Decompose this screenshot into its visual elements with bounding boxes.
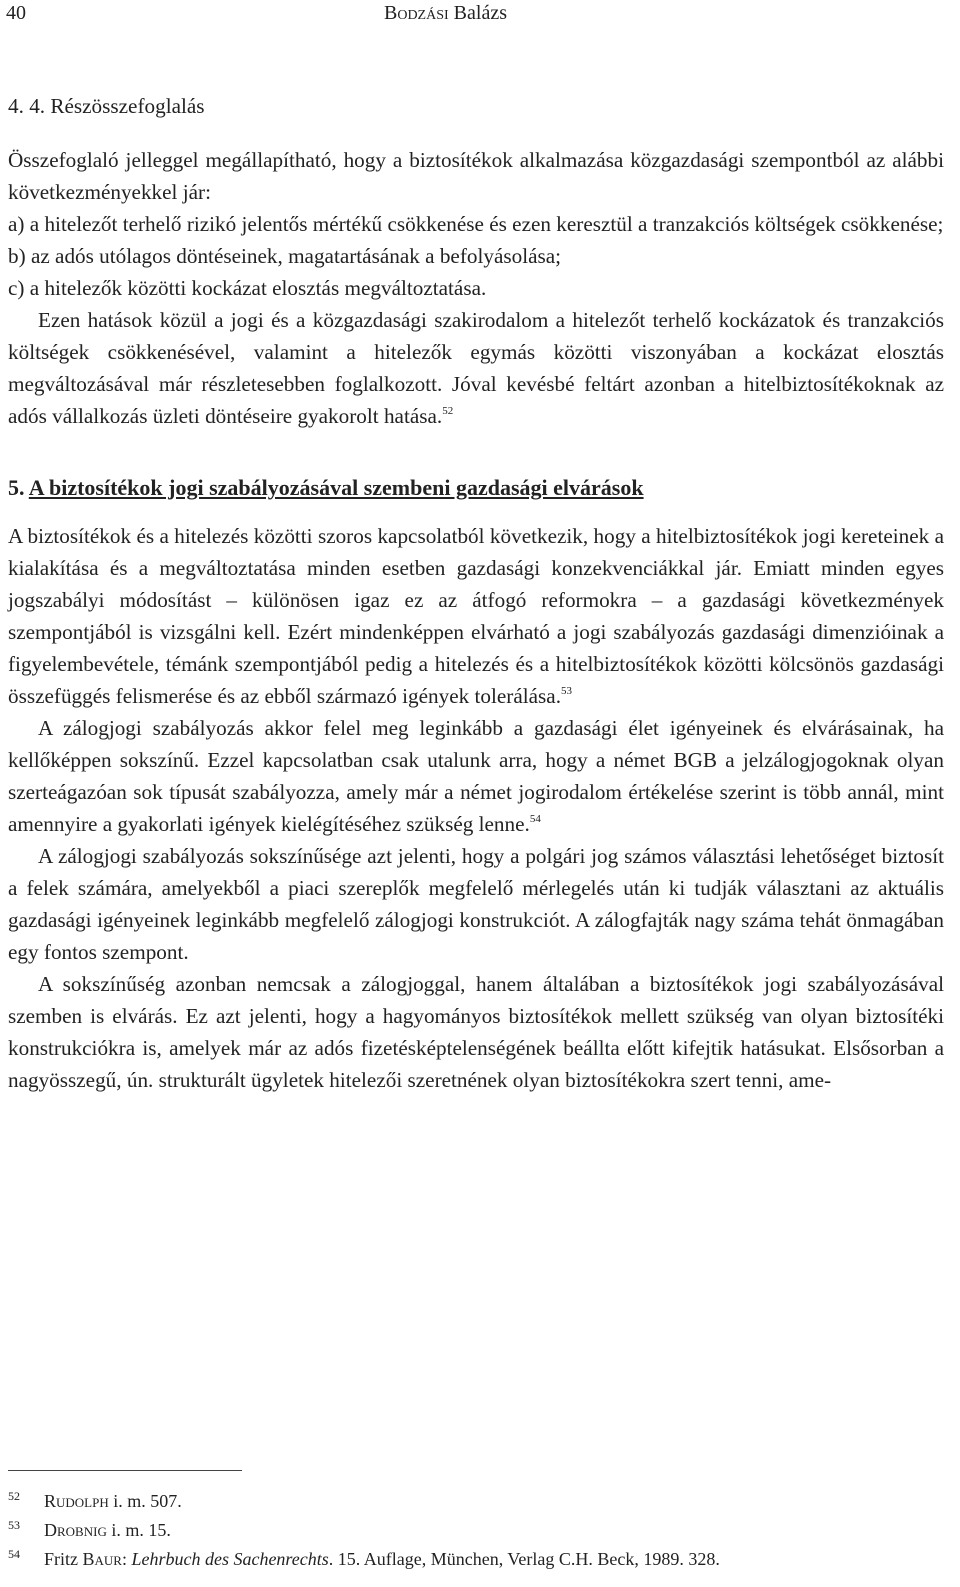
- footnote-author-prefix: Fritz: [44, 1549, 83, 1569]
- summary-text: Ezen hatások közül a jogi és a közgazdasági szakirodalom a hitelezőt terhelő kockázatok és tranzakciós költségek csökkenésével, valamint a hitelezők egymás közötti viszonyában a kockázat elosztás megváltozásával már részletesebben foglalkozott. Jóval kevésbé feltárt azonban a hitelbiztosítékoknak az adós vállalkozás üzleti döntéseire gyakorolt hatása.: [8, 308, 944, 428]
- running-title: [384, 2, 507, 25]
- footnote: [8, 1516, 944, 1545]
- section-paragraph: [8, 968, 944, 1096]
- footnote-author: Baur: [82, 1549, 122, 1569]
- page-number: 40: [6, 2, 26, 24]
- paragraph-text: A zálogjogi szabályozás sokszínűsége azt jelenti, hogy a polgári jog számos választási lehetőséget biztosít a felek számára, amelyekből a piaci szereplők megfelelő mérlegelés után ki tudják választani az aktuális gazdasági igényeinek leginkább megfelelő zálogjogi konstrukciót. A zálogfajták nagy száma tehát önmagában egy fontos szempont.: [8, 844, 944, 964]
- footnote-text: . 15. Auflage, München, Verlag C.H. Beck, 1989. 328.: [328, 1549, 720, 1569]
- paragraph-text: A biztosítékok és a hitelezés közötti szoros kapcsolatból következik, hogy a hitelbiztosítékok jogi kereteinek a kialakítása és a megváltoztatása minden esetben gazdasági konzekvenciákkal jár. Emiatt minden egyes jogszabályi módosítást – különösen igaz ez az átfogó reformokra – a gazdasági következmények szempontjából is vizsgálni kell. Ezért mindenképpen elvárható a jogi szabályozás gazdasági dimenzióinak a figyelembevétele, témánk szempontjából pedig a hitelezés és a hitelbiztosítékok közötti kölcsönös gazdasági összefüggés felismerése és az ebből származó igények tolerálása.: [8, 524, 944, 708]
- footnote-book-title: Lehrbuch des Sachenrechts: [131, 1549, 329, 1569]
- footnote: [8, 1545, 944, 1574]
- page-body: [8, 90, 944, 1096]
- section-paragraph: [8, 840, 944, 968]
- section-number: 5.: [8, 475, 25, 500]
- list-item-b: b) az adós utólagos döntéseinek, magatartásának a befolyásolása;: [8, 244, 562, 268]
- footnote-text: :: [121, 1549, 132, 1569]
- footnote-text: i. m. 507.: [108, 1491, 182, 1511]
- section-title: A biztosítékok jogi szabályozásával szembeni gazdasági elvárások: [28, 475, 644, 500]
- footnote-ref: 54: [529, 813, 541, 825]
- section-paragraph: [8, 520, 944, 712]
- footnote-separator: [8, 1470, 242, 1471]
- footnote-author: Drobnig: [44, 1520, 107, 1540]
- list-item-c: c) a hitelezők közötti kockázat elosztás megváltoztatása.: [8, 276, 487, 300]
- subsection-intro: Összefoglaló jelleggel megállapítható, hogy a biztosítékok alkalmazása közgazdasági szempontból az alábbi következményekkel jár:: [8, 148, 944, 204]
- list-item-a: a) a hitelezőt terhelő rizikó jelentős mértékű csökkenése és ezen keresztül a tranzakciós költségek csökkenése;: [8, 212, 944, 236]
- author-last-name: Balázs: [453, 2, 507, 24]
- subsection-summary: [8, 304, 944, 432]
- footnote-number: 54: [8, 1547, 20, 1561]
- running-header: [0, 0, 960, 40]
- footnote-text: i. m. 15.: [106, 1520, 171, 1540]
- footnote: [8, 1487, 944, 1516]
- footnote-ref: 53: [561, 685, 572, 697]
- section-paragraph: [8, 712, 944, 840]
- footnote-ref: 52: [442, 405, 454, 417]
- footnote-number: 53: [8, 1518, 20, 1532]
- paragraph-text: A sokszínűség azonban nemcsak a zálogjoggal, hanem általában a biztosítékok jogi szabályozásával szemben is elvárás. Ez azt jelenti, hogy a hagyományos biztosítékok mellett szükség van olyan biztosítéki konstrukciókra is, amelyek már az adós fizetésképtelenségének beállta előtt kifejtik hatásukat. Elsősorban a nagyösszegű, ún. strukturált ügyletek hitelezői szeretnének olyan biztosítékokra szert tenni, ame-: [8, 972, 944, 1092]
- footnotes: [8, 1487, 944, 1574]
- footnote-number: 52: [8, 1489, 20, 1503]
- paragraph-text: A zálogjogi szabályozás akkor felel meg leginkább a gazdasági élet igényeinek és elvárásainak, ha kellőképpen sokszínű. Ezzel kapcsolatban csak utalunk arra, hogy a német BGB a jelzálogjogoknak olyan szerteágazóan sok típusát szabályozza, amely már a német jogirodalom értékelése szerint is több annál, mint amennyire a gyakorlati igények kielégítéséhez szükség lenne.: [8, 716, 944, 836]
- author-first-name: Bodzási: [384, 2, 449, 24]
- section-heading: [8, 472, 944, 504]
- subsection-title: 4. 4. Részösszefoglalás: [8, 94, 205, 118]
- footnote-author: Rudolph: [44, 1491, 109, 1511]
